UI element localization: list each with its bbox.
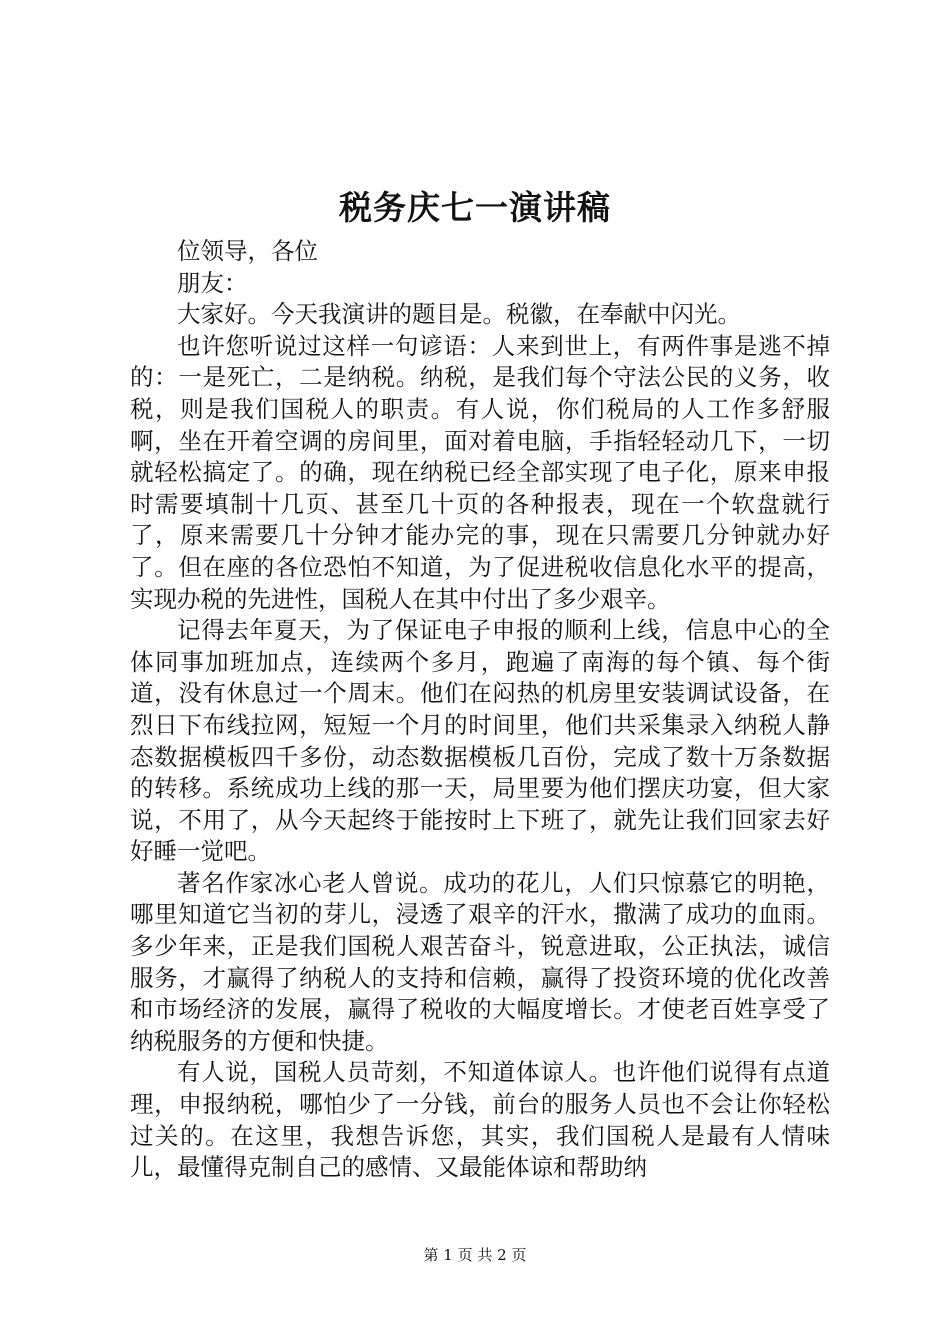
body-paragraph: 记得去年夏天，为了保证电子申报的顺利上线，信息中心的全体同事加班加点，连续两个多月，跑遍了南海的每个镇、每个街道，没有休息过一个周末。他们在闷热的机房里安装调试设备，在烈日下布线拉网，短短一个月的时间里，他们共采集录入纳税人静态数据模板四千多份，动态数据模板几百份，完成了数十万条数据的转移。系统成功上线的那一天，局里要为他们摆庆功宴，但大家说，不用了，从今天起终于能按时上下班了，就先让我们回家去好好睡一觉吧。 <box>130 616 830 866</box>
document-body <box>130 236 830 1184</box>
document-title: 税务庆七一演讲稿 <box>339 188 611 227</box>
page-footer: 第 1 页 共 2 页 <box>423 1246 527 1264</box>
body-paragraph: 有人说，国税人员苛刻，不知道体谅人。也许他们说得有点道理，申报纳税，哪怕少了一分钱，前台的服务人员也不会让你轻松过关的。在这里，我想告诉您，其实，我们国税人是最有人情味儿，最懂得克制自己的感情、又最能体谅和帮助纳 <box>130 1058 830 1182</box>
body-paragraph: 朋友： <box>177 268 248 297</box>
body-paragraph: 位领导，各位 <box>177 237 318 265</box>
body-paragraph: 大家好。今天我演讲的题目是。税徽，在奉献中闪光。 <box>177 300 741 329</box>
body-paragraph: 也许您听说过这样一句谚语：人来到世上，有两件事是逃不掉的：一是死亡，二是纳税。纳税，是我们每个守法公民的义务，收税，则是我们国税人的职责。有人说，你们税局的人工作多舒服啊，坐在开着空调的房间里，面对着电脑，手指轻轻动几下，一切就轻松搞定了。的确，现在纳税已经全部实现了电子化，原来申报时需要填制十几页、甚至几十页的各种报表，现在一个软盘就行了，原来需要几十分钟才能办完的事，现在只需要几分钟就办好了。但在座的各位恐怕不知道，为了促进税收信息化水平的提高，实现办税的先进性，国税人在其中付出了多少艰辛。 <box>130 331 830 613</box>
body-paragraph: 著名作家冰心老人曾说。成功的花儿，人们只惊慕它的明艳，哪里知道它当初的芽儿，浸透了艰辛的汗水，撒满了成功的血雨。多少年来，正是我们国税人艰苦奋斗，锐意进取，公正执法，诚信服务，才赢得了纳税人的支持和信赖，赢得了投资环境的优化改善和市场经济的发展，赢得了税收的大幅度增长。才使老百姓享受了纳税服务的方便和快捷。 <box>130 868 830 1055</box>
